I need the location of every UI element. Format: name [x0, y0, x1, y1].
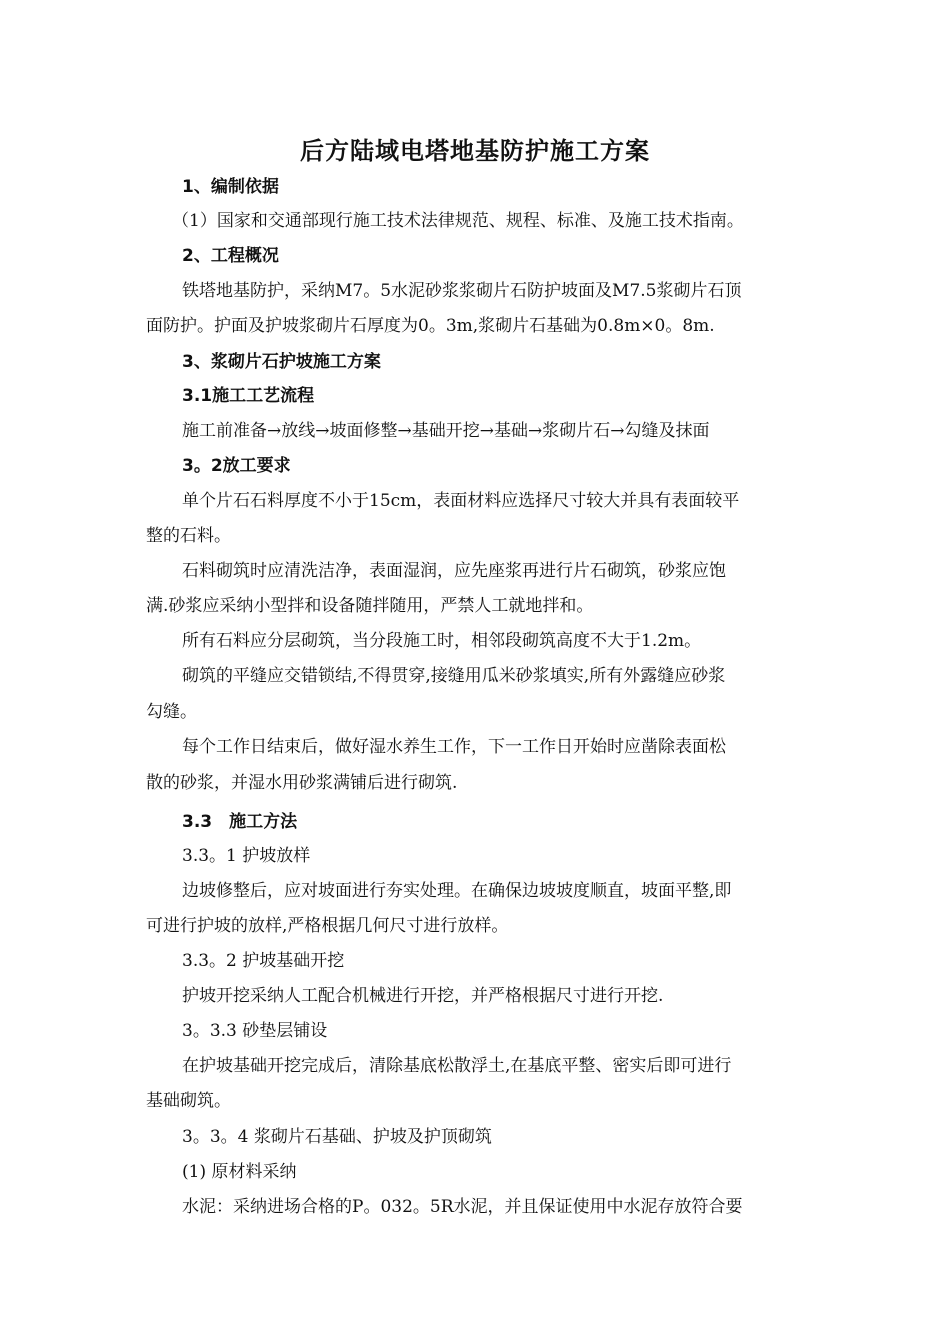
subsection-heading: 3.1施工工艺流程	[182, 386, 315, 406]
document-title: 后方陆域电塔地基防护施工方案	[300, 137, 650, 165]
paragraph-line: 所有石料应分层砌筑，当分段施工时，相邻段砌筑高度不大于1.2m。	[182, 631, 702, 651]
section-heading: 1、编制依据	[182, 177, 279, 197]
paragraph-line: 在护坡基础开挖完成后，清除基底松散浮土,在基底平整、密实后即可进行	[182, 1056, 732, 1076]
subsection-heading: 3。2放工要求	[182, 456, 291, 476]
paragraph-line: 砌筑的平缝应交错锁结,不得贯穿,接缝用瓜米砂浆填实,所有外露缝应砂浆	[182, 666, 726, 686]
paragraph-line: 面防护。护面及护坡浆砌片石厚度为0。3m,浆砌片石基础为0.8m×0。8m.	[146, 316, 715, 336]
paragraph-line: 水泥：采纳进场合格的P。032。5R水泥，并且保证使用中水泥存放符合要	[182, 1197, 743, 1217]
subsubsection-heading: 3。3。4 浆砌片石基础、护坡及护顶砌筑	[182, 1127, 492, 1147]
paragraph-line: 铁塔地基防护，采纳M7。5水泥砂浆浆砌片石防护坡面及M7.5浆砌片石顶	[182, 281, 742, 301]
subsubsection-heading: 3.3。2 护坡基础开挖	[182, 951, 345, 971]
paragraph-line: 单个片石石料厚度不小于15cm，表面材料应选择尺寸较大并具有表面较平	[182, 491, 740, 511]
paragraph-line: 基础砌筑。	[146, 1091, 231, 1111]
paragraph-line: （1）国家和交通部现行施工技术法律规范、规程、标准、及施工技术指南。	[172, 211, 744, 231]
paragraph-line: 可进行护坡的放样,严格根据几何尺寸进行放样。	[146, 916, 509, 936]
paragraph-line: 散的砂浆，并湿水用砂浆满铺后进行砌筑.	[146, 773, 458, 793]
paragraph-line: 施工前准备→放线→坡面修整→基础开挖→基础→浆砌片石→勾缝及抹面	[182, 421, 710, 441]
paragraph-line: 整的石料。	[146, 526, 231, 546]
list-item-heading: (1) 原材料采纳	[182, 1162, 297, 1182]
paragraph-line: 护坡开挖采纳人工配合机械进行开挖，并严格根据尺寸进行开挖.	[182, 986, 664, 1006]
paragraph-line: 满.砂浆应采纳小型拌和设备随拌随用，严禁人工就地拌和。	[146, 596, 594, 616]
paragraph-line: 勾缝。	[146, 702, 197, 722]
paragraph-line: 石料砌筑时应清洗洁净，表面湿润，应先座浆再进行片石砌筑，砂浆应饱	[182, 561, 726, 581]
subsection-heading: 3.3 施工方法	[182, 812, 298, 832]
subsubsection-heading: 3。3.3 砂垫层铺设	[182, 1021, 328, 1041]
subsubsection-heading: 3.3。1 护坡放样	[182, 846, 311, 866]
section-heading: 2、工程概况	[182, 246, 279, 266]
paragraph-line: 边坡修整后，应对坡面进行夯实处理。在确保边坡坡度顺直，坡面平整,即	[182, 881, 732, 901]
paragraph-line: 每个工作日结束后，做好湿水养生工作，下一工作日开始时应凿除表面松	[182, 737, 726, 757]
section-heading: 3、浆砌片石护坡施工方案	[182, 352, 381, 372]
